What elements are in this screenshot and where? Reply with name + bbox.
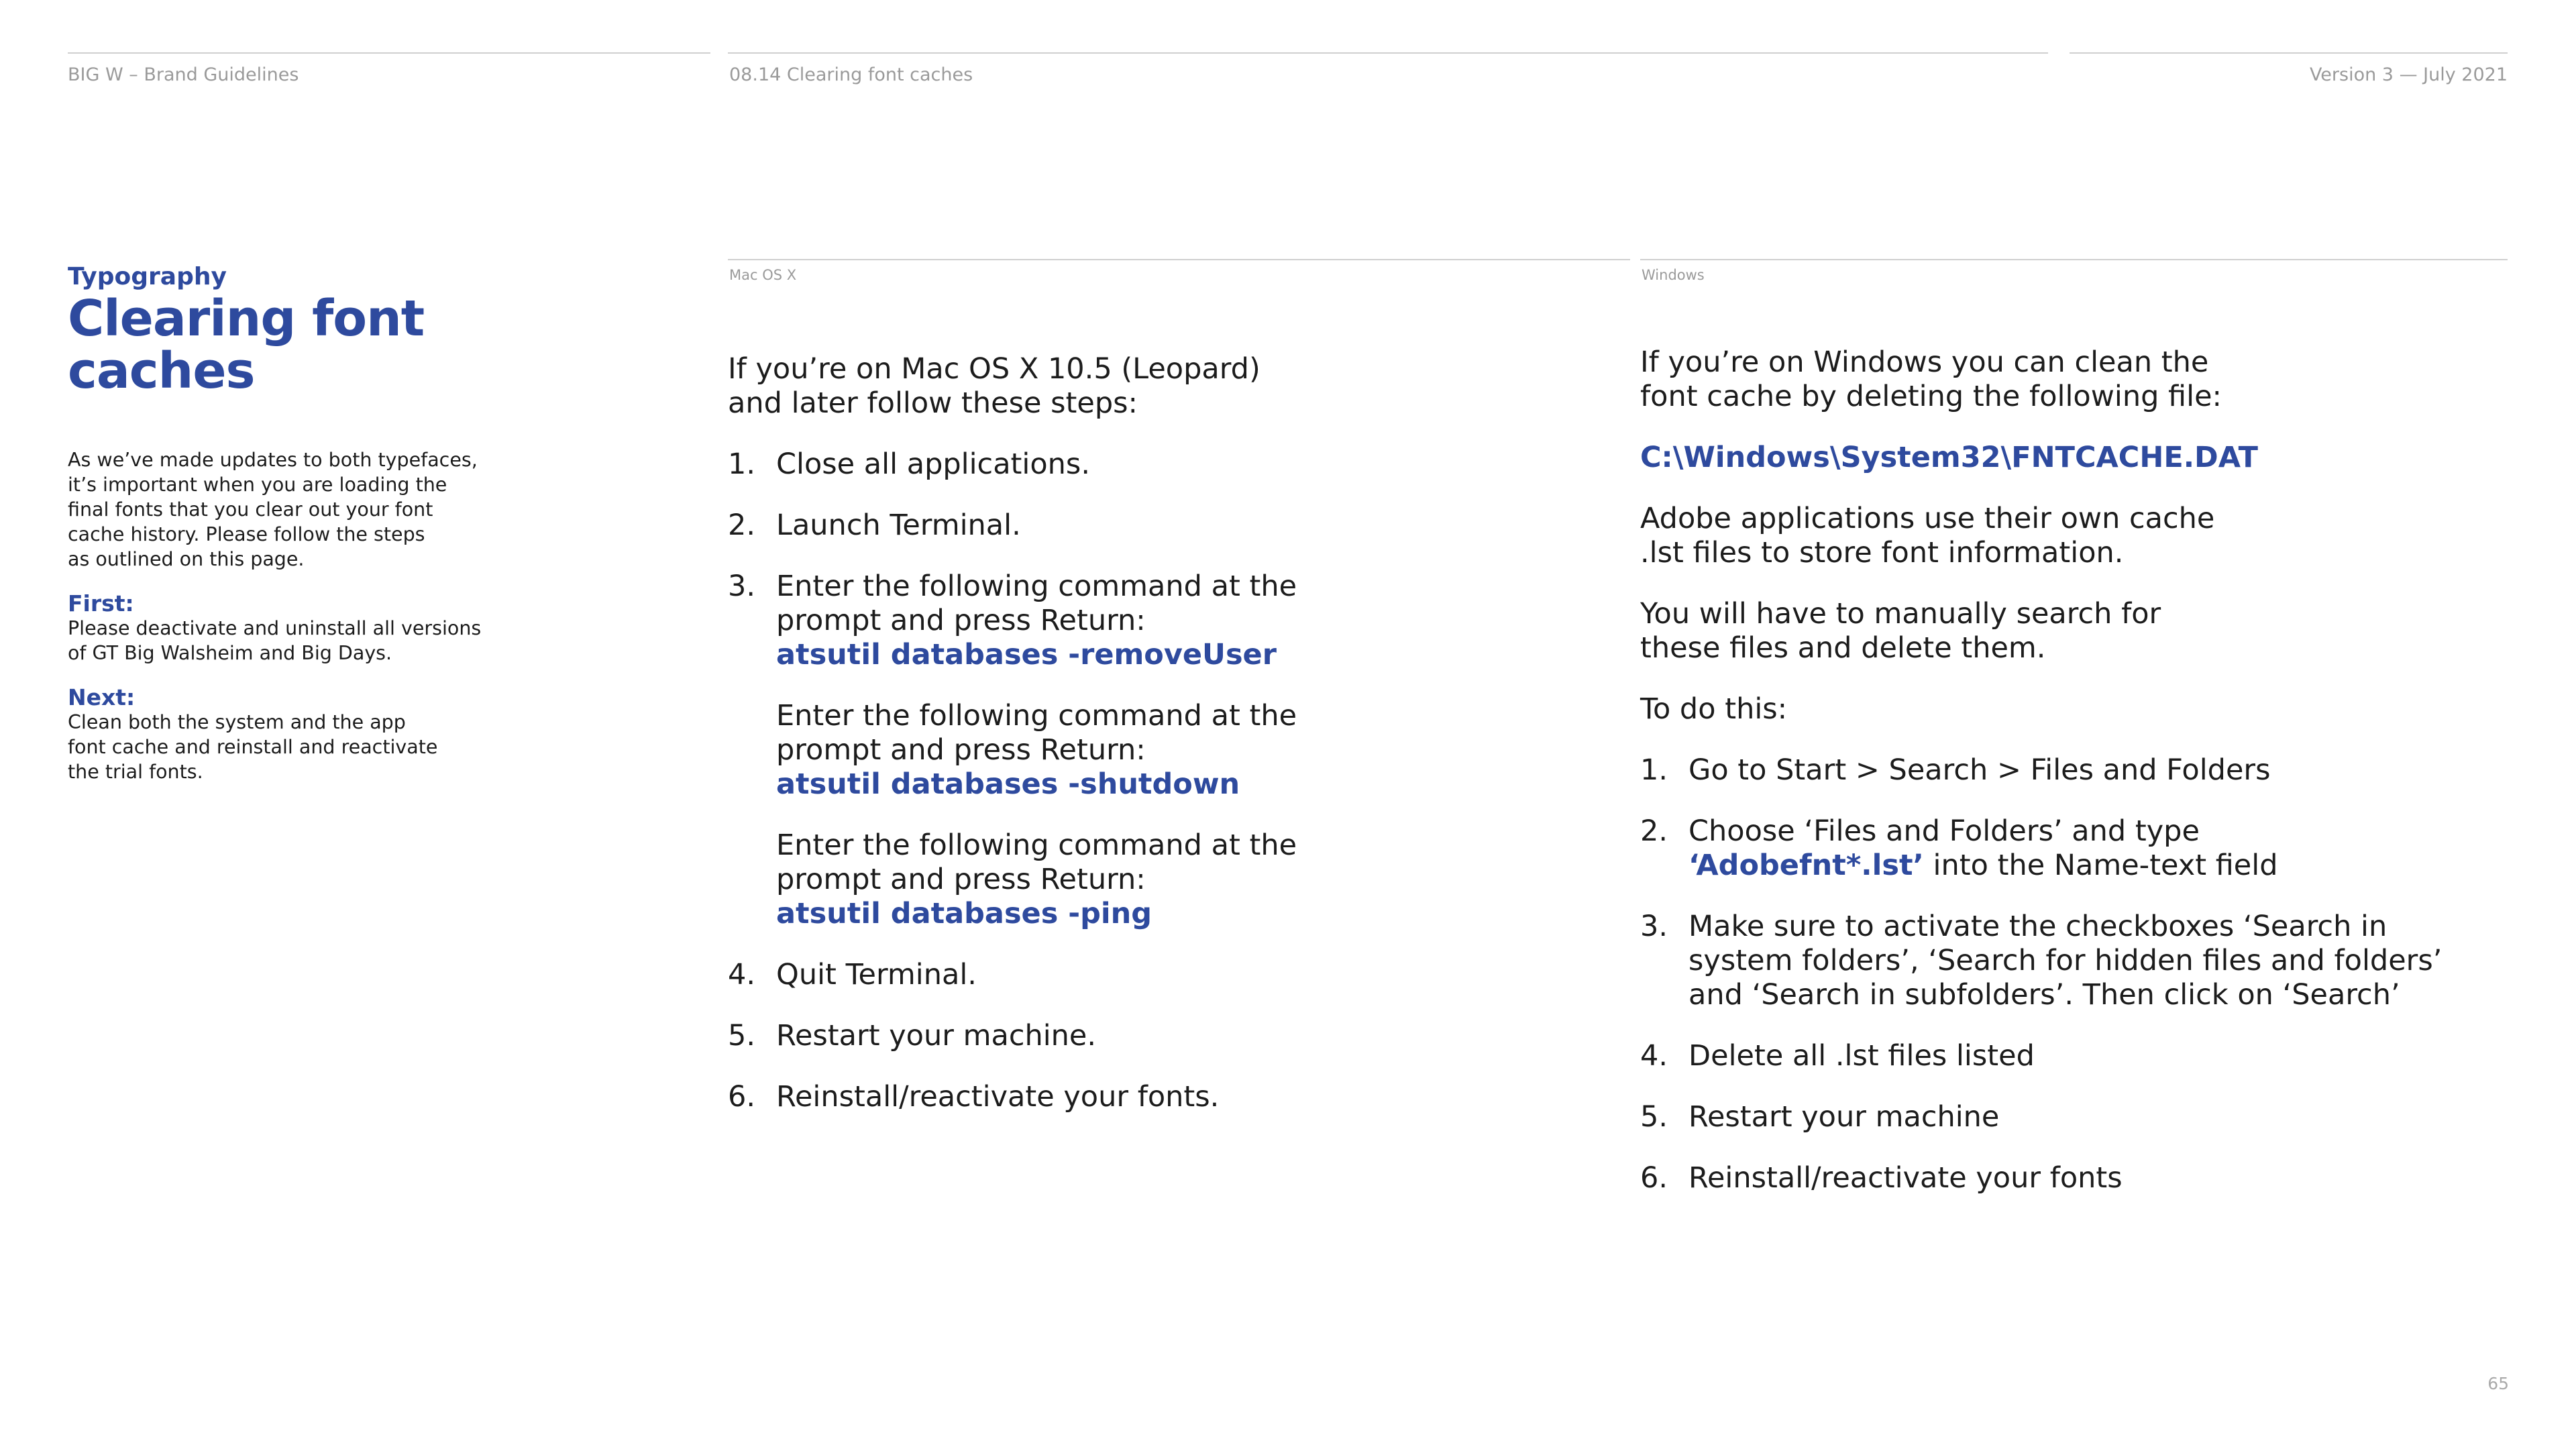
next-line: Clean both the system and the app xyxy=(68,711,406,733)
next-line: font cache and reinstall and reactivate xyxy=(68,736,438,758)
step-text: Close all applications. xyxy=(776,447,1090,481)
windows-instructions xyxy=(1640,345,2509,1222)
todo-label: To do this: xyxy=(1640,692,1788,726)
manual-note-line: these files and delete them. xyxy=(1640,631,2046,665)
intro-line: As we’ve made updates to both typefaces, xyxy=(68,449,478,471)
next-line: the trial fonts. xyxy=(68,761,203,783)
intro-line: as outlined on this page. xyxy=(68,548,305,570)
step-line: Make sure to activate the checkboxes ‘Search in xyxy=(1688,910,2387,943)
step-line: into the Name-text field xyxy=(1923,849,2278,882)
step-number: 2. xyxy=(728,508,756,542)
step-line: prompt and press Return: xyxy=(776,863,1146,896)
first-line: of GT Big Walsheim and Big Days. xyxy=(68,642,392,664)
header-rule-right xyxy=(2070,52,2508,54)
step-text: Restart your machine. xyxy=(776,1019,1097,1053)
mac-column-rule xyxy=(728,259,1630,260)
mac-substep xyxy=(728,699,1630,802)
section-eyebrow: Typography xyxy=(68,263,227,290)
step-number: 2. xyxy=(1640,814,1668,848)
windows-intro-line: font cache by deleting the following file: xyxy=(1640,380,2222,413)
step-line: system folders’, ‘Search for hidden files and folders’ xyxy=(1688,944,2443,977)
terminal-command: atsutil databases -ping xyxy=(776,897,1152,930)
step-text: Restart your machine xyxy=(1688,1100,2000,1134)
windows-intro xyxy=(1640,345,2509,414)
intro-line: it’s important when you are loading the xyxy=(68,474,447,496)
mac-intro-line: and later follow these steps: xyxy=(728,386,1138,420)
intro-line: cache history. Please follow the steps xyxy=(68,523,425,545)
next-heading: Next: xyxy=(68,684,136,710)
manual-note xyxy=(1640,597,2509,665)
step-line: and ‘Search in subfolders’. Then click on ‘Search’ xyxy=(1688,978,2400,1012)
document-title: BIG W – Brand Guidelines xyxy=(68,64,299,85)
first-line: Please deactivate and uninstall all versions xyxy=(68,617,482,639)
step-number: 4. xyxy=(1640,1039,1668,1073)
windows-step xyxy=(1640,814,2509,883)
mac-step xyxy=(728,1080,1630,1114)
windows-step xyxy=(1640,910,2509,1012)
step-number: 3. xyxy=(1640,910,1668,943)
mac-instructions xyxy=(728,352,1630,1141)
mac-step xyxy=(728,958,1630,992)
windows-column-label: Windows xyxy=(1642,267,1705,283)
windows-step xyxy=(1640,1100,2509,1134)
step-number: 5. xyxy=(728,1019,756,1053)
step-text xyxy=(1688,814,2509,883)
adobe-note xyxy=(1640,502,2509,570)
step-number: 1. xyxy=(728,447,756,481)
mac-column-label: Mac OS X xyxy=(729,267,797,283)
mac-step xyxy=(728,1019,1630,1053)
header-rule-center xyxy=(728,52,2048,54)
step-number: 6. xyxy=(728,1080,756,1114)
search-pattern: ‘Adobefnt*.lst’ xyxy=(1688,849,1924,882)
version-label: Version 3 — July 2021 xyxy=(2309,64,2508,85)
page-number: 65 xyxy=(2487,1374,2509,1393)
step-text: Delete all .lst files listed xyxy=(1688,1039,2035,1073)
step-line: Choose ‘Files and Folders’ and type xyxy=(1688,814,2200,848)
step-number: 4. xyxy=(728,958,756,991)
step-text: Go to Start > Search > Files and Folders xyxy=(1688,753,2271,787)
windows-step xyxy=(1640,1039,2509,1073)
intro-text xyxy=(68,447,524,784)
manual-note-line: You will have to manually search for xyxy=(1640,597,2161,631)
terminal-command: atsutil databases -shutdown xyxy=(776,767,1240,801)
step-number: 3. xyxy=(728,570,756,603)
step-text: Launch Terminal. xyxy=(776,508,1021,542)
windows-intro-line: If you’re on Windows you can clean the xyxy=(1640,345,2209,379)
step-text: Reinstall/reactivate your fonts. xyxy=(776,1080,1220,1114)
adobe-note-line: .lst files to store font information. xyxy=(1640,536,2124,570)
windows-step xyxy=(1640,1161,2509,1195)
mac-substep xyxy=(728,828,1630,931)
step-line: Enter the following command at the xyxy=(776,699,1297,733)
step-number: 6. xyxy=(1640,1161,1668,1195)
mac-intro xyxy=(728,352,1630,421)
step-text xyxy=(1688,910,2509,1012)
mac-step xyxy=(728,447,1630,482)
header-rule-left xyxy=(68,52,710,54)
windows-step xyxy=(1640,753,2509,788)
first-heading: First: xyxy=(68,590,134,616)
page-title xyxy=(68,290,425,400)
page-title-line: Clearing font xyxy=(68,290,425,347)
intro-line: final fonts that you clear out your font xyxy=(68,498,433,521)
step-line: Enter the following command at the xyxy=(776,828,1297,862)
step-line: Enter the following command at the xyxy=(776,570,1297,603)
font-cache-path: C:\Windows\System32\FNTCACHE.DAT xyxy=(1640,441,2258,474)
mac-step xyxy=(728,508,1630,543)
windows-column-rule xyxy=(1640,259,2508,260)
adobe-note-line: Adobe applications use their own cache xyxy=(1640,502,2215,535)
terminal-command: atsutil databases -removeUser xyxy=(776,638,1277,672)
step-number: 5. xyxy=(1640,1100,1668,1134)
section-title: 08.14 Clearing font caches xyxy=(729,64,973,85)
step-line: prompt and press Return: xyxy=(776,604,1146,637)
step-text: Quit Terminal. xyxy=(776,958,977,991)
step-text: Reinstall/reactivate your fonts xyxy=(1688,1161,2123,1195)
mac-intro-line: If you’re on Mac OS X 10.5 (Leopard) xyxy=(728,352,1260,386)
mac-step xyxy=(728,570,1630,672)
page-title-line: caches xyxy=(68,342,255,400)
step-text xyxy=(776,570,1630,672)
step-number: 1. xyxy=(1640,753,1668,787)
step-line: prompt and press Return: xyxy=(776,733,1146,767)
